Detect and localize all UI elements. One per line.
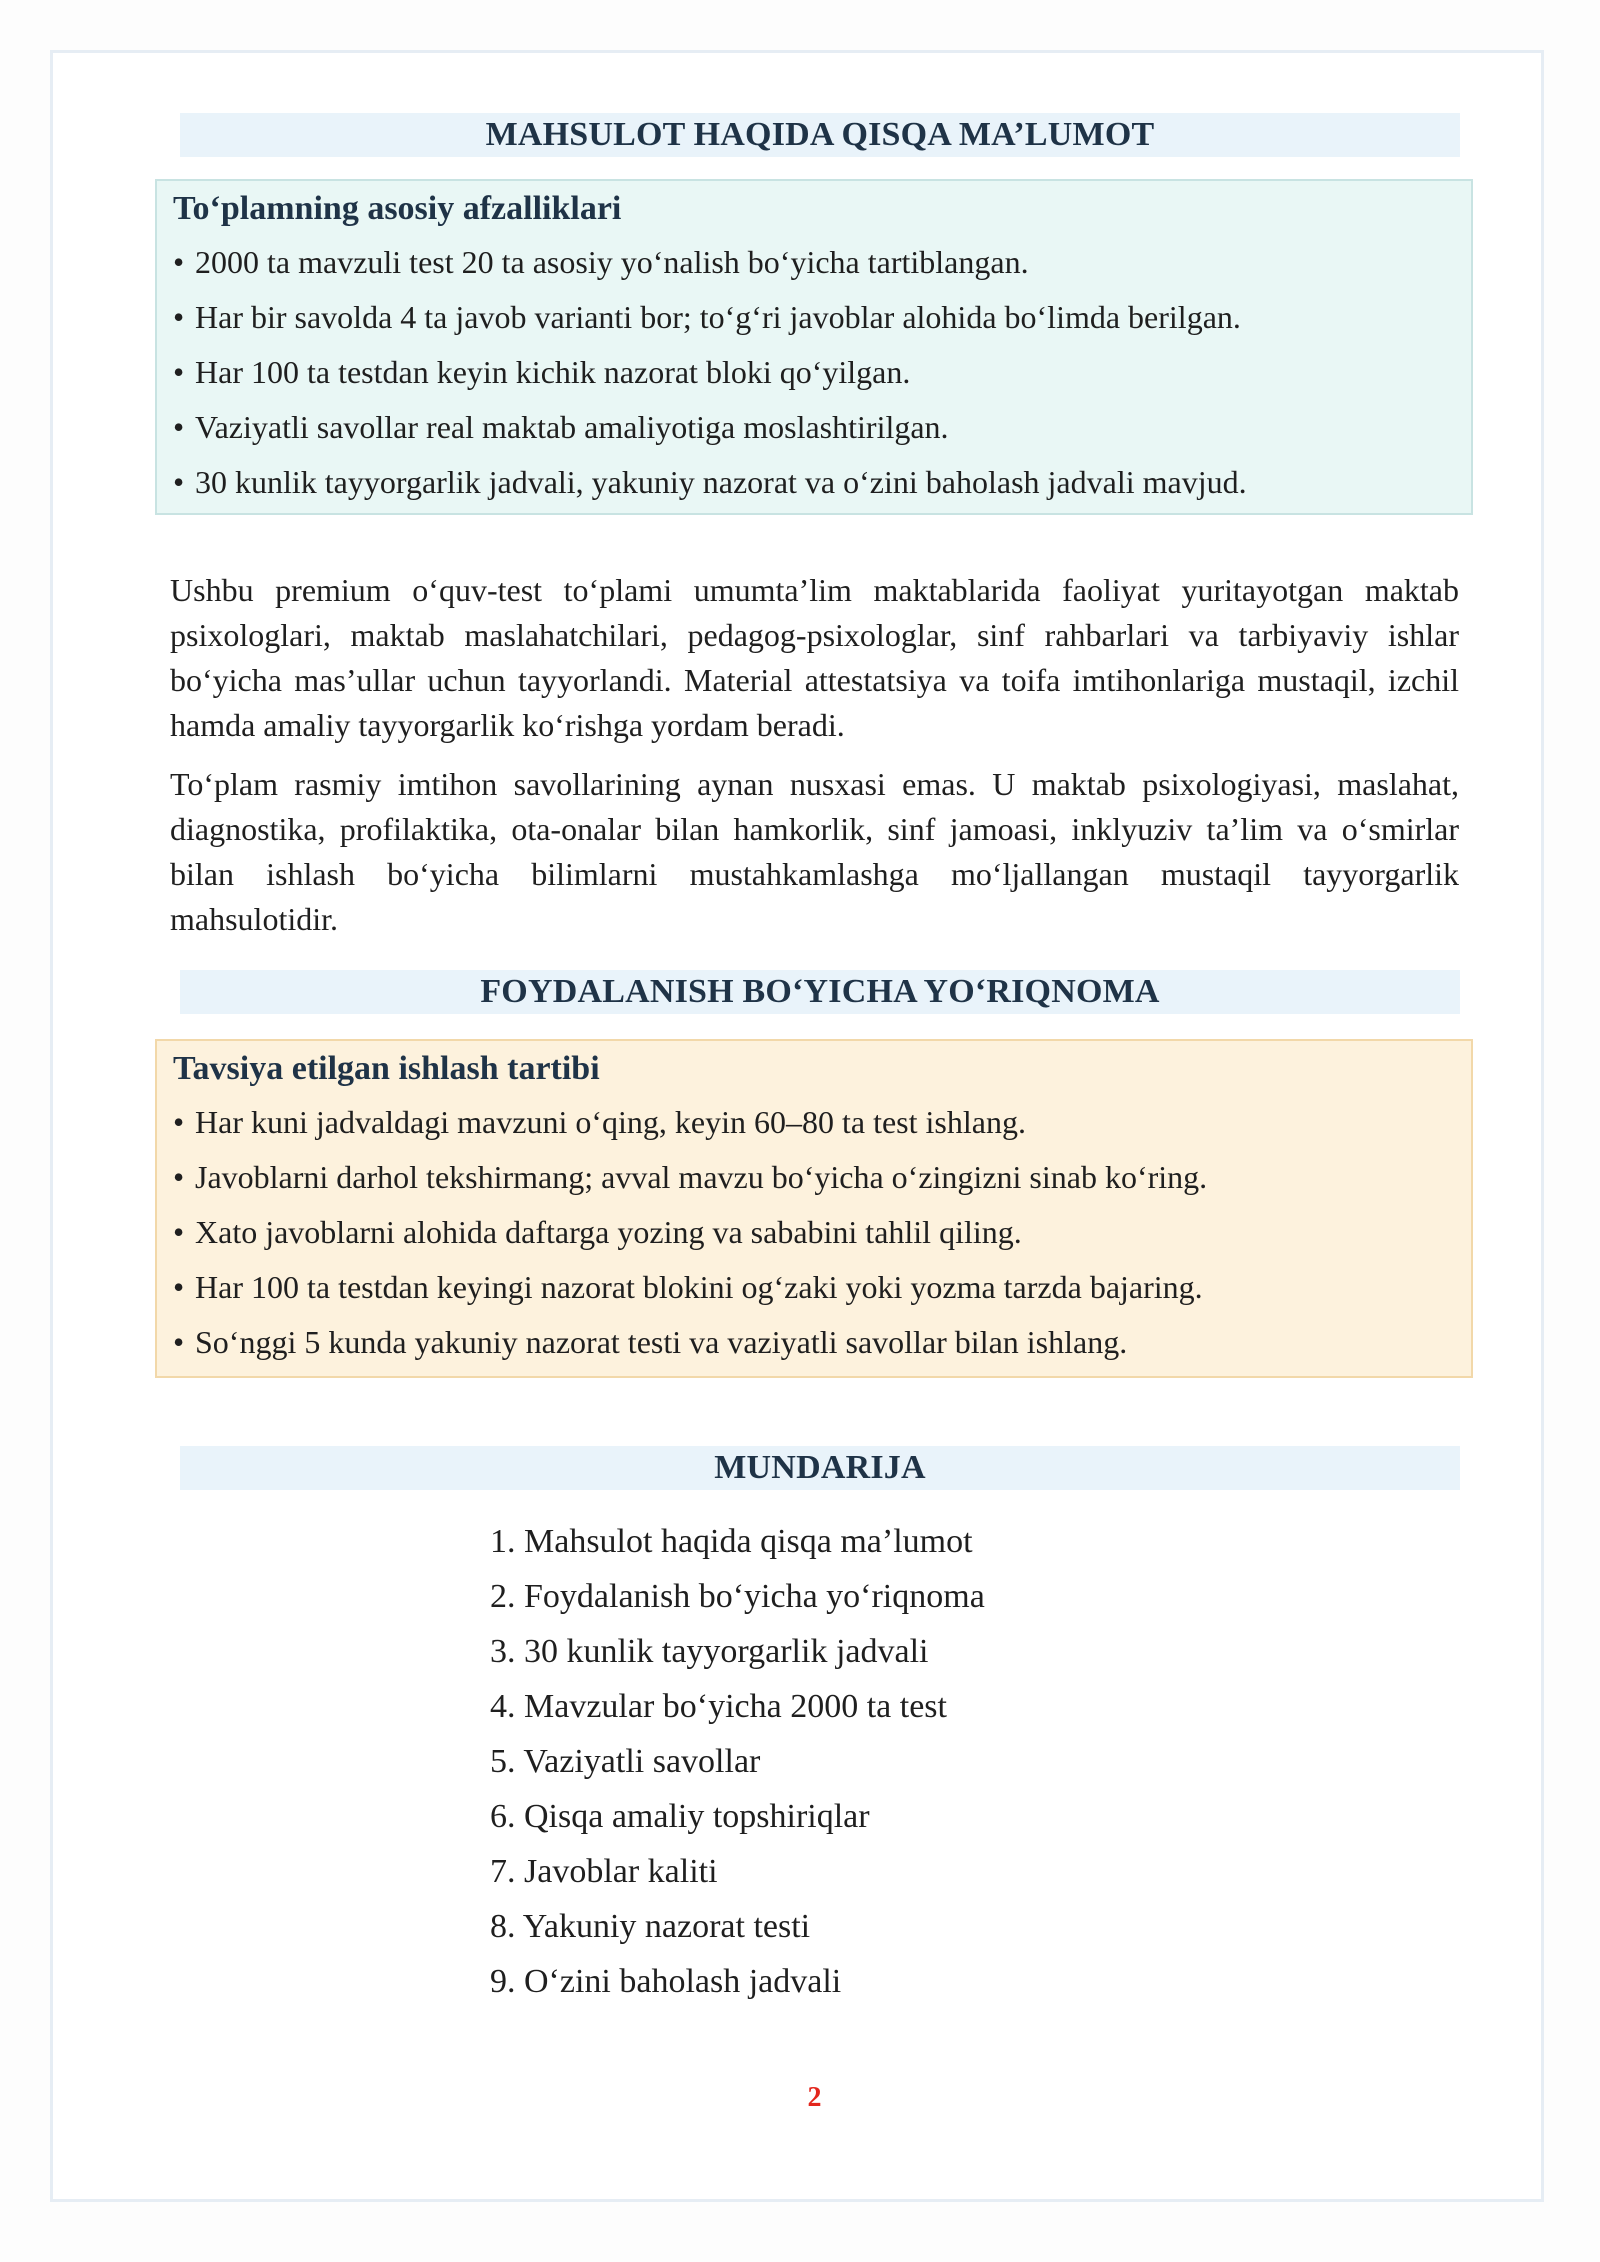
work-order-list xyxy=(173,1095,1455,1370)
bullet-icon: • xyxy=(173,464,185,500)
list-item: • Har 100 ta testdan keyin kichik nazorat bloki qo‘yilgan. xyxy=(173,345,1455,400)
bullet-icon: • xyxy=(173,409,185,445)
toc-item[interactable]: 3. 30 kunlik tayyorgarlik jadvali xyxy=(490,1633,929,1670)
list-item: • Har kuni jadvaldagi mavzuni o‘qing, keyin 60–80 ta test ishlang. xyxy=(173,1095,1455,1150)
advantages-box-title: To‘plamning asosiy afzalliklari xyxy=(173,190,622,227)
disclaimer-paragraph: To‘plam rasmiy imtihon savollarining aynan nusxasi emas. U maktab psixologiyasi, maslahat, diagnostika, profilaktika, ota-onalar bilan hamkorlik, sinf jamoasi, inklyuziv ta’lim va o‘smirlar bilan ishlash bo‘yicha bilimlarni mustahkamlashga mo‘ljallangan mustaqil tayyorgarlik mahsulotidir. xyxy=(170,766,1459,937)
toc-item[interactable]: 4. Mavzular bo‘yicha 2000 ta test xyxy=(490,1688,947,1725)
toc-item[interactable]: 2. Foydalanish bo‘yicha yo‘riqnoma xyxy=(490,1578,985,1615)
list-item: • Javoblarni darhol tekshirmang; avval mavzu bo‘yicha o‘zingizni sinab ko‘ring. xyxy=(173,1150,1455,1205)
section-heading-contents: MUNDARIJA xyxy=(180,1446,1460,1490)
list-item: • 30 kunlik tayyorgarlik jadvali, yakuniy nazorat va o‘zini baholash jadvali mavjud. xyxy=(173,455,1455,510)
list-item: • Har 100 ta testdan keyingi nazorat blokini og‘zaki yoki yozma tarzda bajaring. xyxy=(173,1260,1455,1315)
work-order-box-title: Tavsiya etilgan ishlash tartibi xyxy=(173,1050,600,1087)
bullet-icon: • xyxy=(173,354,185,390)
bullet-icon: • xyxy=(173,1214,185,1250)
toc-item[interactable]: 5. Vaziyatli savollar xyxy=(490,1743,761,1780)
list-item: • Vaziyatli savollar real maktab amaliyotiga moslashtirilgan. xyxy=(173,400,1455,455)
list-item: • Xato javoblarni alohida daftarga yozing va sababini tahlil qiling. xyxy=(173,1205,1455,1260)
bullet-icon: • xyxy=(173,1104,185,1140)
advantages-list xyxy=(173,235,1455,510)
table-of-contents xyxy=(490,1514,985,2009)
bullet-icon: • xyxy=(173,299,185,335)
bullet-icon: • xyxy=(173,1269,185,1305)
bullet-icon: • xyxy=(173,244,185,280)
work-order-box xyxy=(155,1039,1473,1378)
bullet-icon: • xyxy=(173,1324,185,1360)
list-item: • 2000 ta mavzuli test 20 ta asosiy yo‘nalish bo‘yicha tartiblangan. xyxy=(173,235,1455,290)
list-item: • So‘nggi 5 kunda yakuniy nazorat testi va vaziyatli savollar bilan ishlang. xyxy=(173,1315,1455,1370)
list-item: • Har bir savolda 4 ta javob varianti bor; to‘g‘ri javoblar alohida bo‘limda berilgan. xyxy=(173,290,1455,345)
section-heading-product-info: MAHSULOT HAQIDA QISQA MA’LUMOT xyxy=(180,113,1460,157)
intro-paragraph: Ushbu premium o‘quv-test to‘plami umumta’lim maktablarida faoliyat yuritayotgan maktab psixologlari, maktab maslahatchilari, pedagog-psixologlar, sinf rahbarlari va tarbiyaviy ishlar bo‘yicha mas’ullar uchun tayyorlandi. Material attestatsiya va toifa imtihonlariga mustaqil, izchil hamda amaliy tayyorgarlik ko‘rishga yordam beradi. xyxy=(170,572,1459,743)
page-number: 2 xyxy=(807,2082,822,2113)
toc-item[interactable]: 7. Javoblar kaliti xyxy=(490,1853,718,1890)
toc-item[interactable]: 9. O‘zini baholash jadvali xyxy=(490,1963,842,2000)
bullet-icon: • xyxy=(173,1159,185,1195)
advantages-box xyxy=(155,179,1473,515)
toc-item[interactable]: 6. Qisqa amaliy topshiriqlar xyxy=(490,1798,870,1835)
toc-item[interactable]: 1. Mahsulot haqida qisqa ma’lumot xyxy=(490,1523,973,1560)
toc-item[interactable]: 8. Yakuniy nazorat testi xyxy=(490,1908,811,1945)
section-heading-usage-guide: FOYDALANISH BO‘YICHA YO‘RIQNOMA xyxy=(180,970,1460,1014)
